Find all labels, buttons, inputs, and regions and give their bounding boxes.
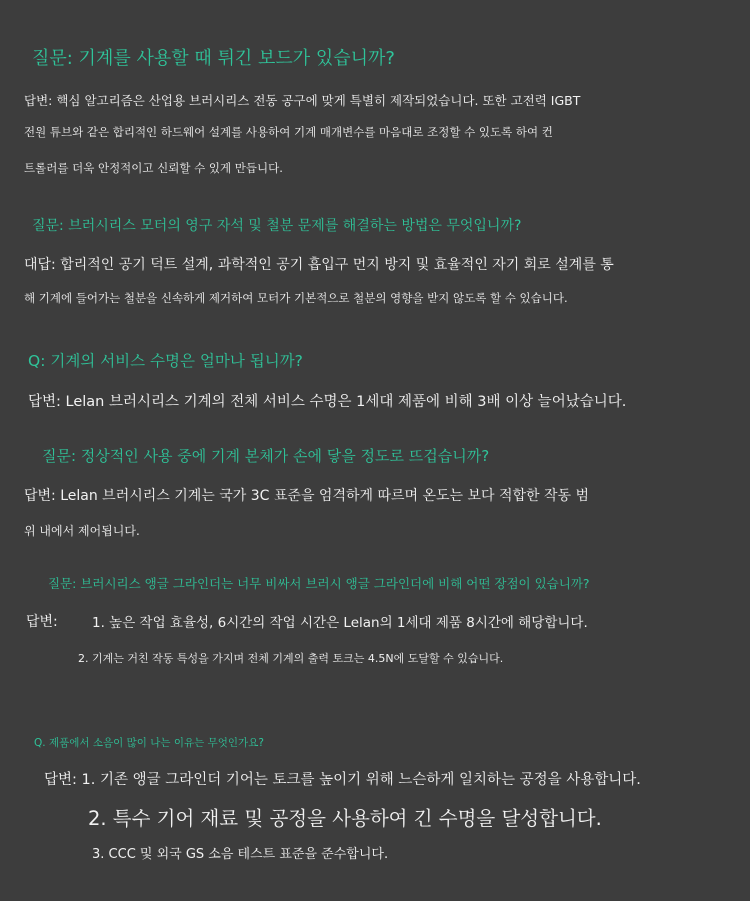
faq-2-question: 질문: 브러시리스 모터의 영구 자석 및 철분 문제를 해결하는 방법은 무엇입니까?: [32, 218, 522, 234]
faq-1-answer-line-3: 트롤러를 더욱 안정적이고 신뢰할 수 있게 만듭니다.: [24, 161, 283, 175]
faq-3-question: Q: 기계의 서비스 수명은 얼마나 됩니까?: [28, 352, 303, 370]
faq-4-question: 질문: 정상적인 사용 중에 기계 본체가 손에 닿을 정도로 뜨겁습니까?: [42, 447, 490, 465]
faq-6-answer-line-1: 답변: 1. 기존 앵글 그라인더 기어는 토크를 높이기 위해 느슨하게 일치하는 공정을 사용합니다.: [44, 772, 641, 788]
faq-2-answer-line-1: 대답: 합리적인 공기 덕트 설계, 과학적인 공기 흡입구 먼지 방지 및 효율적인 자기 회로 설계를 통: [24, 257, 614, 273]
faq-5-answer-line-2: 2. 기계는 거친 작동 특성을 가지며 전체 기계의 출력 토크는 4.5N에 도달할 수 있습니다.: [78, 652, 504, 665]
faq-1-question: 질문: 기계를 사용할 때 튀긴 보드가 있습니까?: [32, 48, 395, 69]
faq-1-answer-line-1: 답변: 핵심 알고리즘은 산업용 브러시리스 전동 공구에 맞게 특별히 제작되었습니다. 또한 고전력 IGBT: [24, 93, 581, 108]
faq-5-answer-label: 답변:: [26, 614, 58, 630]
faq-4-answer-line-1: 답변: Lelan 브러시리스 기계는 국가 3C 표준을 엄격하게 따르며 온도는 보다 적합한 작동 범: [24, 488, 590, 504]
faq-6-answer-line-2: 2. 특수 기어 재료 및 공정을 사용하여 긴 수명을 달성합니다.: [88, 807, 602, 830]
faq-1-answer-line-2: 전원 튜브와 같은 합리적인 하드웨어 설계를 사용하여 기계 매개변수를 마음대로 조정할 수 있도록 하여 컨: [24, 125, 553, 139]
faq-6-answer-line-3: 3. CCC 및 외국 GS 소음 테스트 표준을 준수합니다.: [92, 847, 389, 862]
faq-5-answer-line-1: 1. 높은 작업 효율성, 6시간의 작업 시간은 Lelan의 1세대 제품 8시간에 해당합니다.: [92, 615, 588, 631]
faq-5-question: 질문: 브러시리스 앵글 그라인더는 너무 비싸서 브러시 앵글 그라인더에 비해 어떤 장점이 있습니까?: [48, 576, 590, 591]
faq-2-answer-line-2: 해 기계에 들어가는 철분을 신속하게 제거하여 모터가 기본적으로 철분의 영향을 받지 않도록 할 수 있습니다.: [24, 291, 568, 305]
faq-6-question: Q. 제품에서 소음이 많이 나는 이유는 무엇인가요?: [34, 737, 264, 749]
faq-4-answer-line-2: 위 내에서 제어됩니다.: [24, 524, 140, 538]
faq-3-answer-line-1: 답변: Lelan 브러시리스 기계의 전체 서비스 수명은 1세대 제품에 비해 3배 이상 늘어났습니다.: [28, 394, 627, 410]
